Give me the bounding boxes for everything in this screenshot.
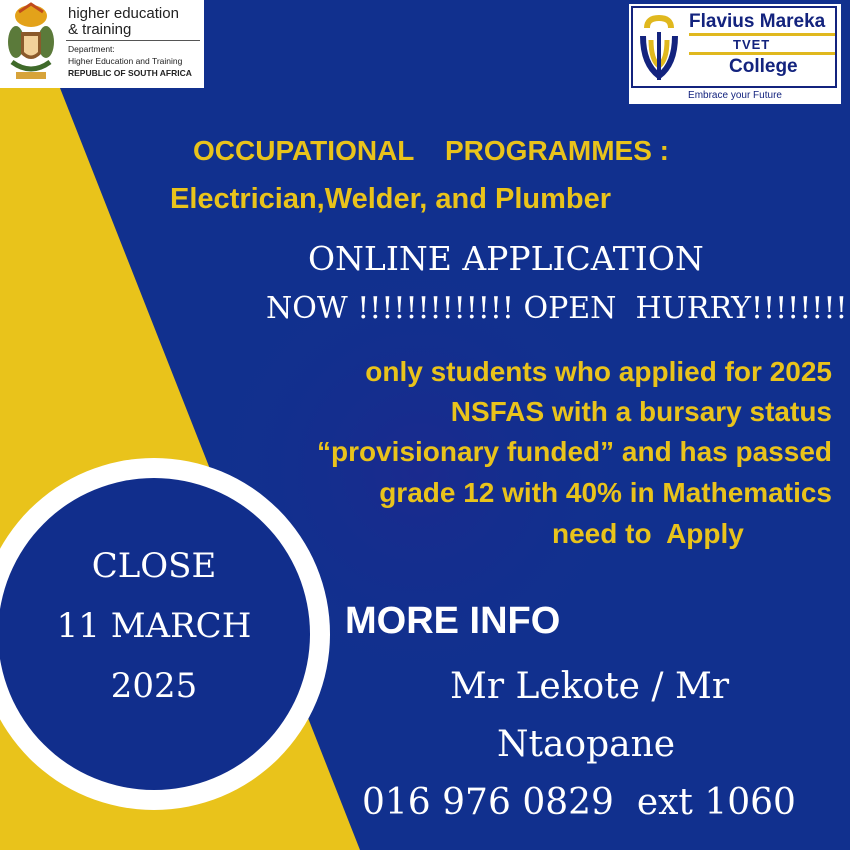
contact-line2: Ntaopane xyxy=(497,724,676,765)
logo-bar-bottom xyxy=(689,52,835,55)
eligibility-line3: “provisionary funded” and has passed xyxy=(316,436,832,467)
closing-line2: 11 MARCH xyxy=(56,606,252,646)
headline-line2: Electrician,Welder, and Plumber xyxy=(170,183,612,215)
college-tagline: Embrace your Future xyxy=(688,90,782,101)
closing-line1: CLOSE xyxy=(91,546,217,586)
logo-bar-top xyxy=(689,33,835,36)
college-name-line1: Flavius Mareka xyxy=(689,11,826,32)
more-info-heading: MORE INFO xyxy=(345,600,561,642)
coat-of-arms-icon xyxy=(2,2,60,84)
dhet-sub1: Department: xyxy=(68,44,115,54)
college-emblem-icon xyxy=(637,14,681,86)
dhet-sub3: REPUBLIC OF SOUTH AFRICA xyxy=(68,68,192,78)
eligibility-line1: only students who applied for 2025 xyxy=(365,356,832,387)
contact-line1: Mr Lekote / Mr xyxy=(450,666,730,707)
contact-phone: 016 976 0829 ext 1060 xyxy=(362,782,796,823)
eligibility-line5: need to Apply xyxy=(552,518,744,549)
closing-line3: 2025 xyxy=(110,666,198,706)
dhet-line1: higher education xyxy=(68,5,179,22)
college-name-line3: College xyxy=(729,56,798,77)
application-line2: NOW !!!!!!!!!!!!! OPEN HURRY!!!!!!!! xyxy=(266,291,848,326)
dhet-sub2: Higher Education and Training xyxy=(68,56,183,66)
college-logo xyxy=(629,4,841,104)
dhet-line2: & training xyxy=(68,21,132,38)
eligibility-line2: NSFAS with a bursary status xyxy=(450,396,832,427)
college-name-line2: TVET xyxy=(733,37,771,52)
headline-line1: OCCUPATIONAL PROGRAMMES : xyxy=(193,135,669,166)
college-logo-frame xyxy=(631,6,837,88)
dhet-logo xyxy=(0,0,204,88)
application-line1: ONLINE APPLICATION xyxy=(308,239,704,278)
eligibility-line4: grade 12 with 40% in Mathematics xyxy=(379,477,832,508)
dhet-divider xyxy=(66,40,200,41)
